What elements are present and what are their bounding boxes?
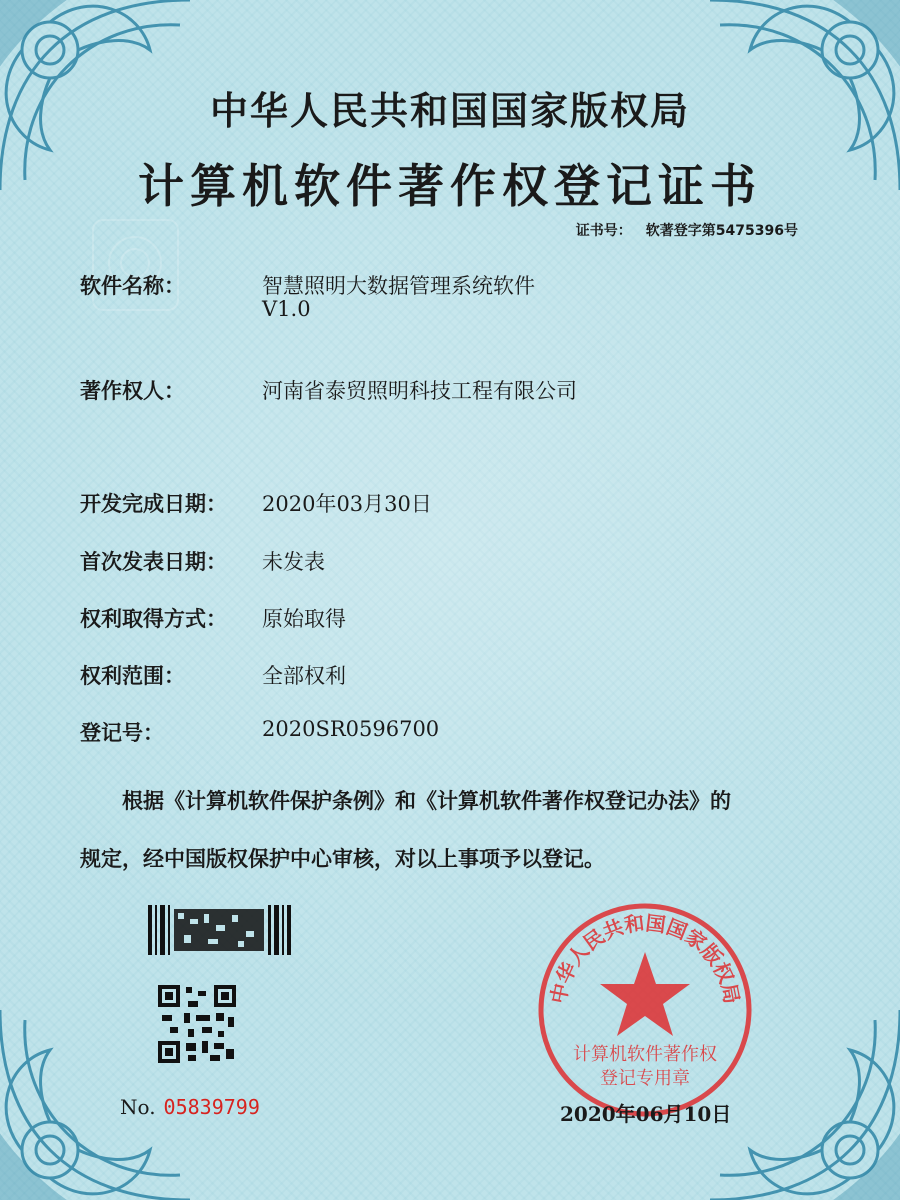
software-version-value: V1.0 [262,297,311,321]
certificate-number [576,220,812,240]
issue-date: 2020年06月10日 [560,1102,732,1126]
issuing-authority: 中华人民共和国国家版权局 [209,88,690,133]
watermark-emblem-icon [88,215,183,315]
statement-line-2: 规定，经中国版权保护中心审核，对以上事项予以登记。 [80,846,605,871]
publish-date-value: 未发表 [262,550,325,574]
barcode-icon [148,905,293,955]
publish-date-label: 首次发表日期： [80,549,227,574]
seal-inner-line-1: 计算机软件著作权 [573,1044,717,1065]
dev-date-label: 开发完成日期： [80,491,227,516]
seal-inner-line-2: 登记专用章 [600,1068,690,1089]
qr-code-icon [158,985,236,1063]
serial-prefix: No. [120,1095,156,1119]
certificate-number-value: 软著登字第5475396号 [645,223,798,239]
owner-value: 河南省泰贸照明科技工程有限公司 [262,379,577,403]
software-name-label: 软件名称： [80,273,185,298]
registration-number-label: 登记号： [80,720,164,745]
certificate-title: 计算机软件著作权登记证书 [138,159,762,213]
scope-label: 权利范围： [80,663,185,688]
serial-number-value: 05839799 [163,1095,260,1119]
certificate-number-label: 证书号： [575,223,632,239]
acquisition-label: 权利取得方式： [80,606,227,631]
acquisition-value: 原始取得 [262,607,346,631]
seal-ring-text: 中华人民共和国国家版权局 [545,910,745,1006]
registration-number-value: 2020SR0596700 [262,717,440,741]
scope-value: 全部权利 [262,664,346,688]
dev-date-value: 2020年03月30日 [262,492,432,516]
serial-number [120,1095,260,1119]
official-seal-icon [535,900,755,1120]
software-name-value: 智慧照明大数据管理系统软件 [262,274,535,298]
owner-label: 著作权人： [80,378,185,403]
statement-line-1: 根据《计算机软件保护条例》和《计算机软件著作权登记办法》的 [122,788,731,813]
